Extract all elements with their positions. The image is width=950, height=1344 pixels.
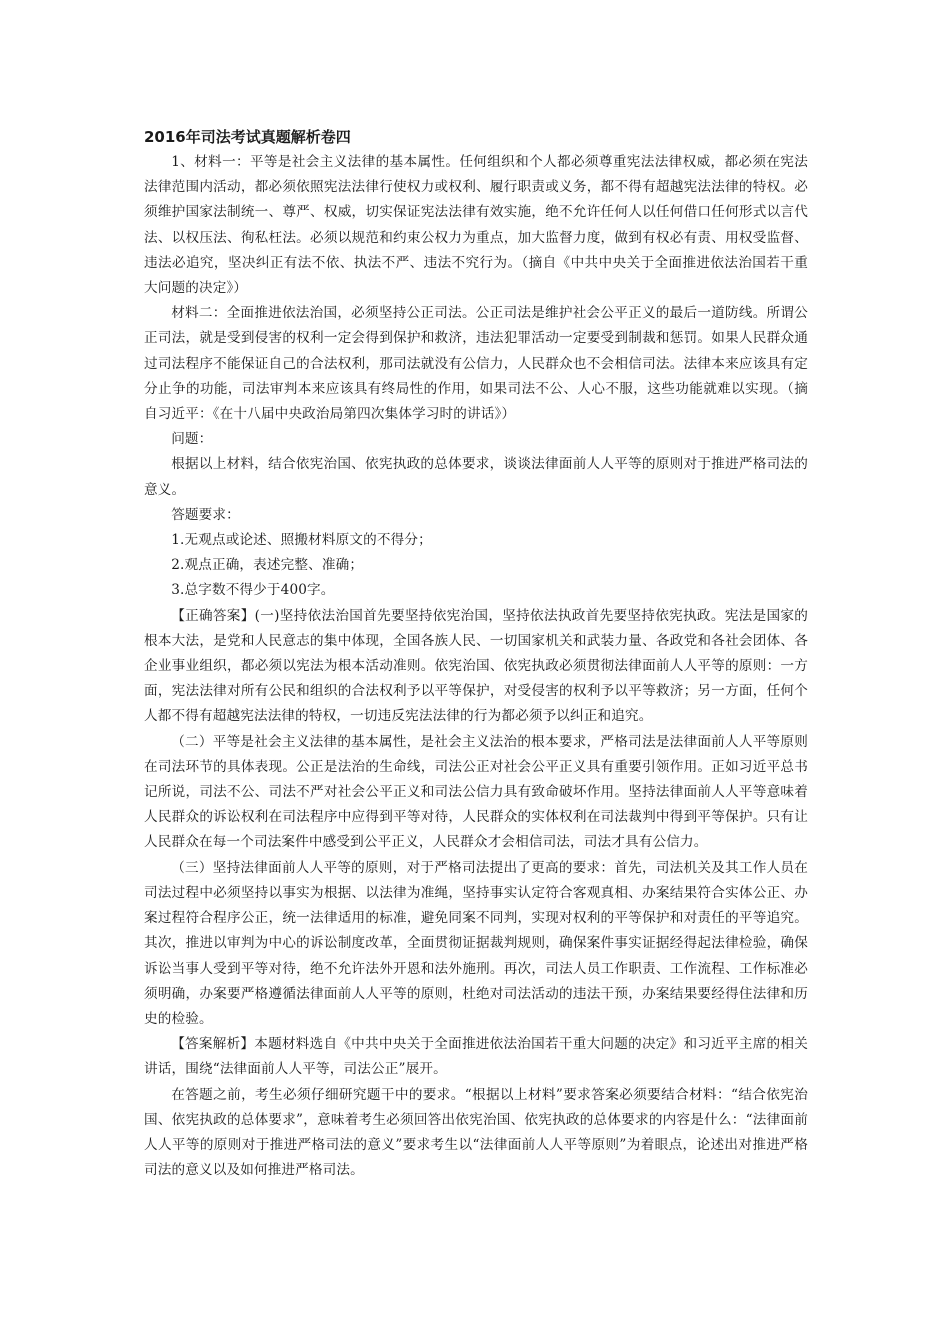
answer-section-2: （二）平等是社会主义法律的基本属性，是社会主义法治的根本要求，严格司法是法律面前人人平等原则在司法环节的具体表现。公正是法治的生命线，司法公正对社会公平正义具有重要引领作用。正如习近平总书记所说，司法不公、司法不严对社会公平正义和司法公信力具有致命破坏作用。坚持法律面前人人平等意味着人民群众的诉讼权利在司法程序中应得到平等对待，人民群众的实体权利在司法裁判中得到平等保护。只有让人民群众在每一个司法案件中感受到公平正义，人民群众才会相信司法，司法才具有公信力。 [144,733,808,851]
document-title: 2016年司法考试真题解析卷四 [144,128,351,146]
requirement-item-2: 2.观点正确，表述完整、准确； [171,557,364,574]
material-one-paragraph: 1、材料一：平等是社会主义法律的基本属性。任何组织和个人都必须尊重宪法法律权威，都必须在宪法法律范围内活动，都必须依照宪法法律行使权力或权利、履行职责或义务，都不得有超越宪法法律的特权。必须维护国家法制统一、尊严、权威，切实保证宪法法律有效实施，绝不允许任何人以任何借口任何形式以言代法、以权压法、徇私枉法。必须以规范和约束公权力为重点，加大监督力度，做到有权必有责、用权受监督、违法必追究，坚决纠正有法不依、执法不严、违法不究行为。（摘自《中共中央关于全面推进依法治国若干重大问题的决定》） [144,154,808,297]
requirements-heading: 答题要求： [171,506,240,523]
requirement-item-3: 3.总字数不得少于400字。 [171,582,335,599]
answer-section-1: 【正确答案】(一)坚持依法治国首先要坚持依宪治国，坚持依法执政首先要坚持依宪执政。宪法是国家的根本大法，是党和人民意志的集中体现，全国各族人民、一切国家机关和武装力量、各政党和各社会团体、各企业事业组织，都必须以宪法为根本活动准则。依宪治国、依宪执政必须贯彻法律面前人人平等的原则：一方面，宪法法律对所有公民和组织的合法权利予以平等保护，对受侵害的权利予以平等救济；另一方面，任何个人都不得有超越宪法法律的特权，一切违反宪法法律的行为都必须予以纠正和追究。 [144,607,808,725]
material-two-paragraph: 材料二：全面推进依法治国，必须坚持公正司法。公正司法是维护社会公平正义的最后一道防线。所谓公正司法，就是受到侵害的权利一定会得到保护和救济，违法犯罪活动一定要受到制裁和惩罚。如果人民群众通过司法程序不能保证自己的合法权利，那司法就没有公信力，人民群众也不会相信司法。法律本来应该具有定分止争的功能，司法审判本来应该具有终局性的作用，如果司法不公、人心不服，这些功能就难以实现。（摘自习近平：《在十八届中央政治局第四次集体学习时的讲话》） [144,305,808,423]
question-text: 根据以上材料，结合依宪治国、依宪执政的总体要求，谈谈法律面前人人平等的原则对于推进严格司法的意义。 [144,456,808,498]
requirement-item-1: 1.无观点或论述、照搬材料原文的不得分； [171,532,432,549]
document-page [144,126,808,1183]
question-heading: 问题： [171,431,213,448]
analysis-paragraph-1: 【答案解析】本题材料选自《中共中央关于全面推进依法治国若干重大问题的决定》和习近平主席的相关讲话，围绕“法律面前人人平等，司法公正”展开。 [144,1036,808,1078]
analysis-paragraph-2: 在答题之前，考生必须仔细研究题干中的要求。“根据以上材料”要求答案必须要结合材料：“结合依宪治国、依宪执政的总体要求”，意味着考生必须回答出依宪治国、依宪执政的总体要求的内容是什么：“法律面前人人平等的原则对于推进严格司法的意义”要求考生以“法律面前人人平等原则”为着眼点，论述出对推进严格司法的意义以及如何推进严格司法。 [144,1086,808,1179]
answer-section-3: （三）坚持法律面前人人平等的原则，对于严格司法提出了更高的要求：首先，司法机关及其工作人员在司法过程中必须坚持以事实为根据、以法律为准绳，坚持事实认定符合客观真相、办案结果符合实体公正、办案过程符合程序公正，统一法律适用的标准，避免同案不同判，实现对权利的平等保护和对责任的平等追究。其次，推进以审判为中心的诉讼制度改革，全面贯彻证据裁判规则，确保案件事实证据经得起法律检验，确保诉讼当事人受到平等对待，绝不允许法外开恩和法外施刑。再次，司法人员工作职责、工作流程、工作标准必须明确，办案要严格遵循法律面前人人平等的原则，杜绝对司法活动的违法干预，办案结果要经得住法律和历史的检验。 [144,859,808,1027]
